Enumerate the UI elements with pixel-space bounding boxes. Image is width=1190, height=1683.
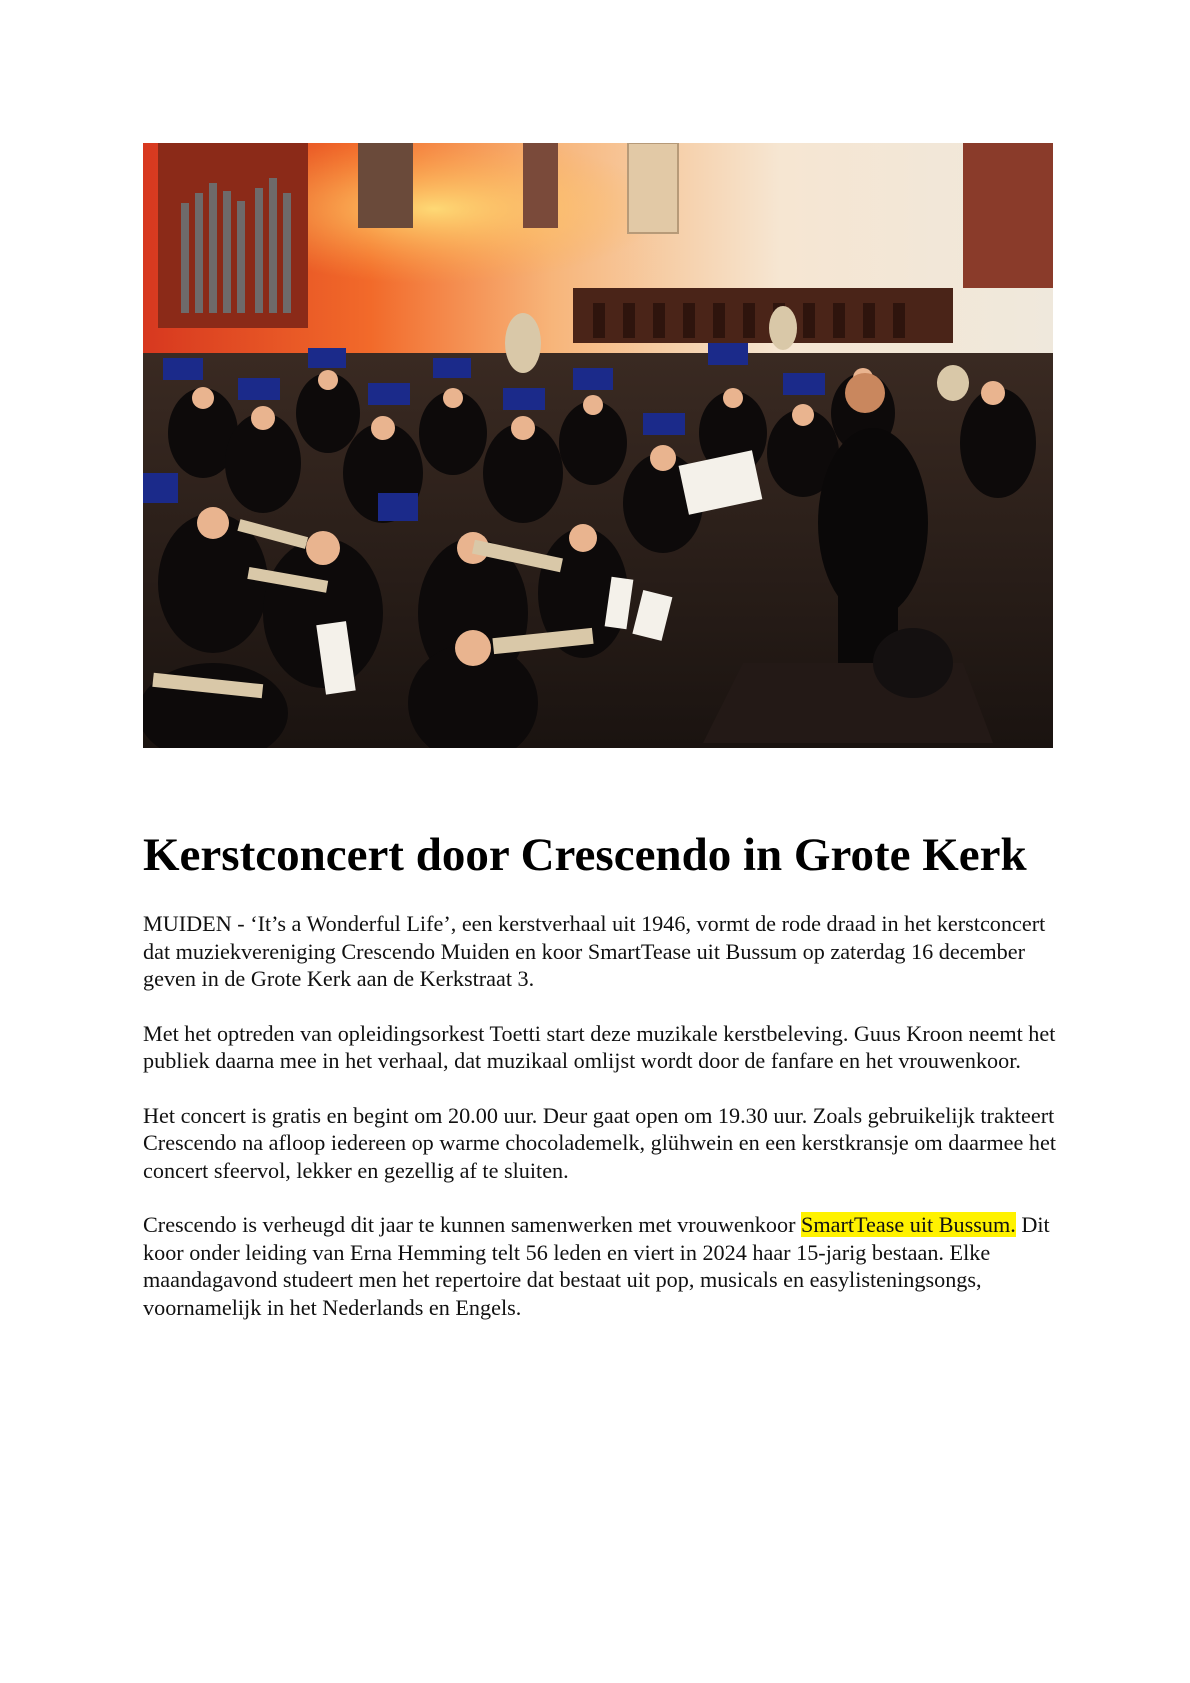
paragraph-collaboration-end: Dit koor onder leiding van Erna Hemming telt 56 leden en viert in 2024 haar 15-jarig bestaan. Elke maandagavond studeert men het repertoire dat bestaat uit pop, musicals en easylisteningsongs, voornamelijk in het Nederlands en Engels. xyxy=(143,1212,1050,1320)
paragraph-intro: MUIDEN - ‘It’s a Wonderful Life’, een kerstverhaal uit 1946, vormt de rode draad in het kerstconcert dat muziekvereniging Crescendo Muiden en koor SmartTease uit Bussum op zaterdag 16 december geven in de Grote Kerk aan de Kerkstraat 3. xyxy=(143,911,1046,991)
paragraph-program: Met het optreden van opleidingsorkest Toetti start deze muzikale kerstbeleving. Guus Kroon neemt het publiek daarna mee in het verhaal, dat muzikaal omlijst wordt door de fanfare en het vrouwenkoor. xyxy=(143,1020,1056,1073)
article-body xyxy=(143,910,1063,1348)
article-title: Kerstconcert door Crescendo in Grote Kerk xyxy=(143,829,1027,881)
highlighted-choir-name: SmartTease uit Bussum. xyxy=(801,1212,1016,1237)
paragraph-collaboration xyxy=(143,1211,1063,1321)
concert-photo-image xyxy=(143,143,1053,748)
paragraph-collaboration-start: Crescendo is verheugd dit jaar te kunnen samenwerken met vrouwenkoor xyxy=(143,1212,802,1237)
concert-photo xyxy=(143,143,1053,748)
paragraph-practical: Het concert is gratis en begint om 20.00 uur. Deur gaat open om 19.30 uur. Zoals gebruikelijk trakteert Crescendo na afloop iedereen op warme chocolademelk, glühwein en een kerstkransje om daarmee het concert sfeervol, lekker en gezellig af te sluiten. xyxy=(143,1102,1057,1183)
